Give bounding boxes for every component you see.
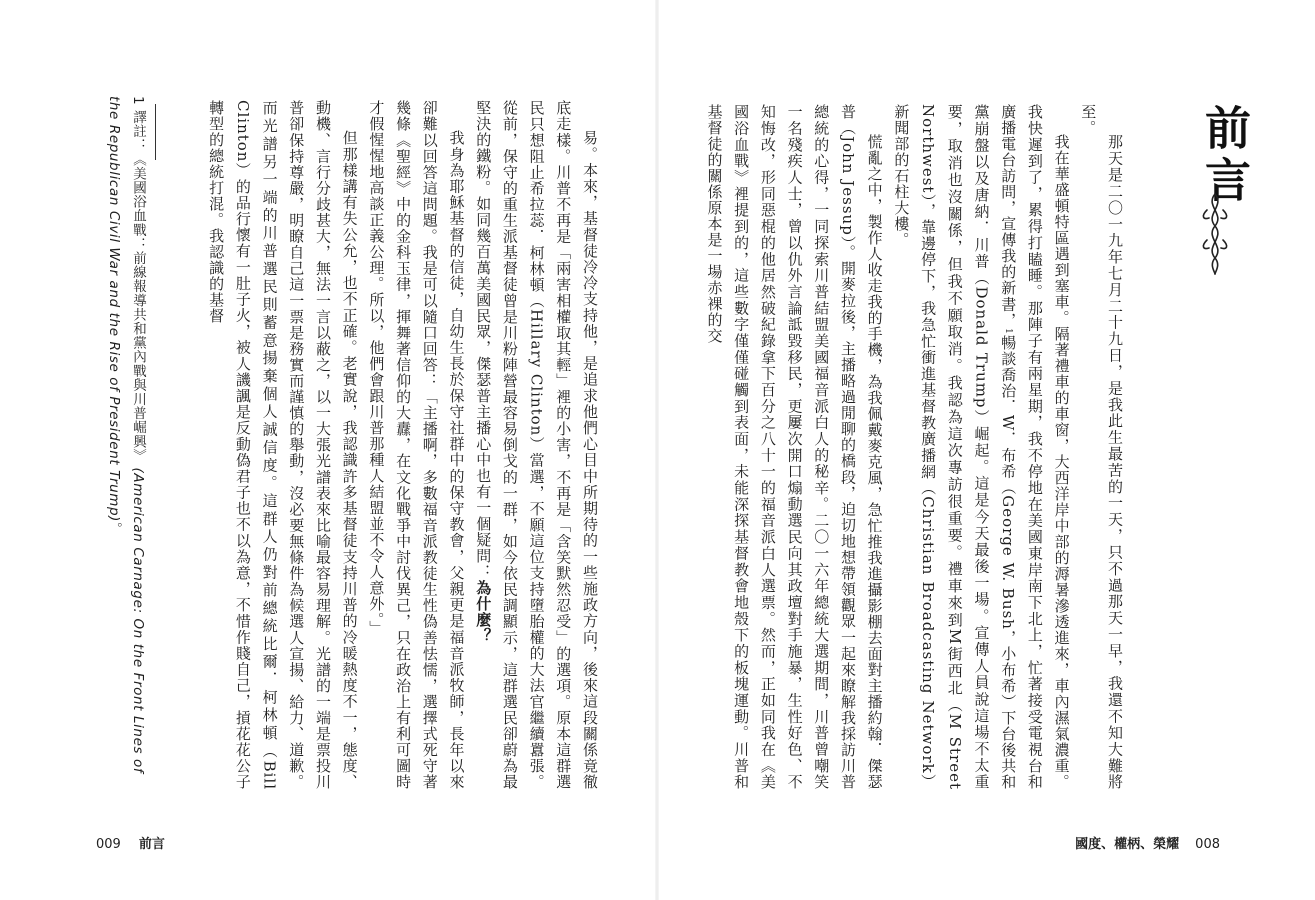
body-paragraph <box>888 104 1075 790</box>
footnote-text: 譯註：《美國浴血戰：前線報導共和黨內戰與川普崛興》 <box>130 110 146 463</box>
right-page-body <box>705 104 1128 790</box>
page-number: 008 <box>1195 837 1220 852</box>
emphasis-question: 為什麼？ <box>474 580 493 644</box>
body-paragraph: 但那樣講有失公允，也不正確。老實說，我認識許多基督徒支持川普的冷暖熱度不一，態度、動機、言行分歧甚大，無法一言以蔽之，以一大張光譜表來比喻最容易理解。光譜的一端是票投川普卻保持尊嚴，明瞭自己這一票是務實而謹慎的舉動，沒必要無條件為候選人宣揚、給力、道歉。而光譜另一端的川普選民則蓄意揚棄個人誠信度。這群人仍對前總統比爾．柯林頓（Bill Clinton）的品行懷有一肚子火，被人譏諷是反動偽君子也不以為意，不惜作賤自己，摃花花公子轉型的總統打混。我認識的基督 <box>207 100 359 790</box>
ornament-icon <box>1191 188 1239 278</box>
footnote <box>80 96 150 786</box>
running-title: 前言 <box>138 837 165 852</box>
footnote-end: 。 <box>106 522 122 537</box>
body-paragraph: 我身為耶穌基督的信徒，自幼生長於保守社群中的保守教會，父親更是福音派牧師，長年以來卻難以回答這問題。我是可以隨口回答：「主播啊，多數福音派教徒生性偽善怯懦，選擇式死守著幾條《聖經》中的金科玉律，揮舞著信仰的大纛，在文化戰爭中討伐異己，只在政治上有利可圖時才假惺惺地高談正義公理。所以，他們會跟川普那種人結盟並不令人意外。」 <box>367 100 466 790</box>
body-paragraph: 那天是二〇一九年七月二十九日，是我此生最苦的一天，只不過那天一早，我還不知大難將至。 <box>1079 104 1124 790</box>
left-page-body <box>180 100 603 790</box>
left-page <box>0 0 657 900</box>
footnote-divider <box>155 104 156 160</box>
chapter-title: 前言 <box>1198 104 1252 208</box>
footnote-number: 1 <box>130 96 146 106</box>
running-title: 國度、權柄、榮耀 <box>1075 837 1180 852</box>
right-page <box>658 0 1315 900</box>
footnote-marker: 1 <box>1003 328 1014 335</box>
paragraph-text: 易。本來，基督徒冷冷支持他，是追求他們心目中所期待的一些施政方向，後來這段關係竟徹底走樣。川普不再是「兩害相權取其輕」裡的小害，不再是「含笑默然忍受」的選項。原本這群選民只想阻止希拉蕊．柯林頓（Hillary Clinton）當選，不願這位支持墮胎權的大法官繼續囂張。從前，保守的重生派基督徒曾是川粉陣營最容易倒戈的一群，如今依民調顯示，這群選民卻蔚為最堅決的鐵粉。如同幾百萬美國民眾，傑瑟普主播心中也有一個疑問： <box>474 100 599 790</box>
right-page-footer <box>1075 833 1220 852</box>
paragraph-text: 暢談喬治．W．布希（George W. Bush，小布希）下台後共和黨崩盤以及唐納．川普（Donald Trump）崛起。這是今天最後一場。宣傳人員說這場不太重要，取消也沒關係，但我不願取消。我認為這次專訪很重要。禮車來到M街西北（M Street Northwest），靠邊停下，我急忙衝進基督教廣播網（Christian Broadcasting Network）新聞部的石柱大樓。 <box>892 104 1018 790</box>
footnote-english-title: (American Carnage: On the Front Lines of the Republican Civil War and the Rise of President Trump) <box>106 96 146 774</box>
page-number: 009 <box>96 837 121 852</box>
paragraph-text: 我在華盛頓特區遇到塞車。隔著禮車的車窗，大西洋岸中部的溽暑滲透進來，車內濕氣濃重。我快遲到了，累得打瞌睡。那陣子有兩星期，我不停地在美國東岸南下北上，忙著接受電視台和廣播電台訪問，宣傳我的新書， <box>999 104 1071 790</box>
body-paragraph: 慌亂之中，製作人收走我的手機，為我佩戴麥克風，急忙推我進攝影棚去面對主播約翰．傑瑟普（John Jessup）。開麥拉後，主播略過閒聊的橋段，迫切地想帶領觀眾一起來瞭解我採訪川普總統的心得，一同探索川普結盟美國福音派白人的秘辛。二〇一六年總統大選期間，川普曾嘲笑一名殘疾人士，曾以仇外言論詆毀移民，更屢次開口煽動選民向其政壇對手施暴，生性好色、不知悔改，形同惡棍的他居然破紀錄拿下百分之八十一的福音派白人選票。然而，正如同我在《美國浴血戰》裡提到的，這些數字僅僅碰觸到表面，未能深探基督教會地殼下的板塊運動。川普和基督徒的關係原本是一場赤裸的交 <box>705 104 884 790</box>
body-paragraph <box>469 100 603 790</box>
left-page-footer <box>96 833 165 852</box>
